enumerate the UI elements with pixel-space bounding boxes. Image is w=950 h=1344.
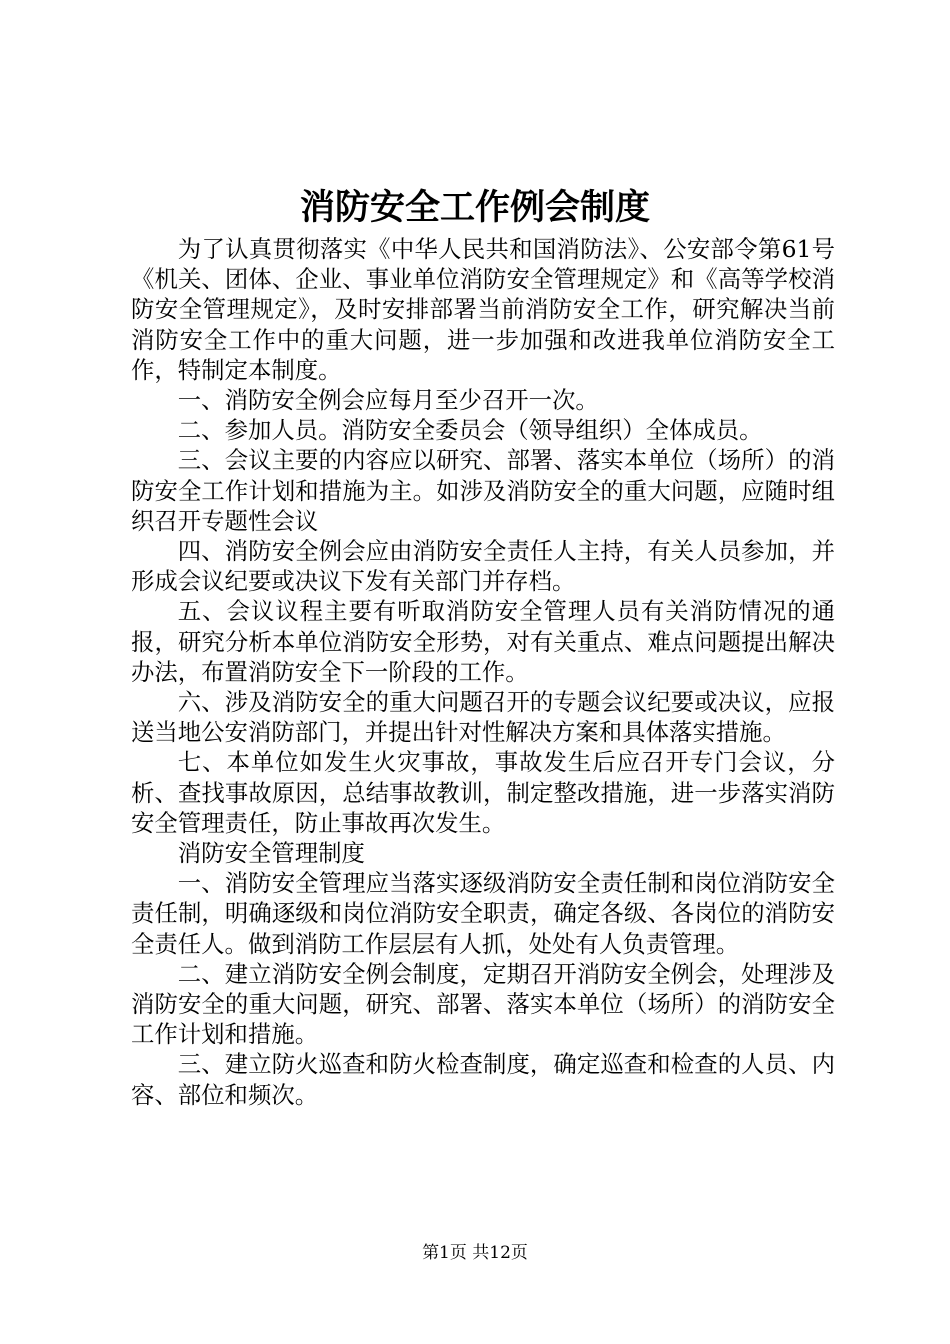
management-rule-2: 二、建立消防安全例会制度，定期召开消防安全例会，处理涉及消防安全的重大问题，研究、部署、落实本单位（场所）的消防安全工作计划和措施。 <box>131 959 835 1049</box>
management-rule-1: 一、消防安全管理应当落实逐级消防安全责任制和岗位消防安全责任制，明确逐级和岗位消防安全职责，确定各级、各岗位的消防安全责任人。做到消防工作层层有人抓，处处有人负责管理。 <box>131 869 835 958</box>
meeting-rule-4: 四、消防安全例会应由消防安全责任人主持，有关人员参加，并形成会议纪要或决议下发有关部门并存档。 <box>131 537 835 596</box>
document-title: 消防安全工作例会制度 <box>299 187 650 228</box>
intro-paragraph: 为了认真贯彻落实《中华人民共和国消防法》、公安部令第61号《机关、团体、企业、事业单位消防安全管理规定》和《高等学校消防安全管理规定》，及时安排部署当前消防安全工作，研究解决当前消防安全工作中的重大问题，进一步加强和改进我单位消防安全工作，特制定本制度。 <box>131 235 835 384</box>
meeting-rule-1: 一、消防安全例会应每月至少召开一次。 <box>177 386 599 415</box>
meeting-rule-2: 二、参加人员。消防安全委员会（领导组织）全体成员。 <box>177 416 763 445</box>
meeting-rule-3: 三、会议主要的内容应以研究、部署、落实本单位（场所）的消防安全工作计划和措施为主。如涉及消防安全的重大问题，应随时组织召开专题性会议 <box>131 446 835 535</box>
meeting-rule-5: 五、会议议程主要有听取消防安全管理人员有关消防情况的通报，研究分析本单位消防安全形势，对有关重点、难点问题提出解决办法，布置消防安全下一阶段的工作。 <box>131 597 835 686</box>
document-body <box>131 234 835 1110</box>
meeting-rule-6: 六、涉及消防安全的重大问题召开的专题会议纪要或决议，应报送当地公安消防部门，并提出针对性解决方案和具体落实措施。 <box>131 688 835 747</box>
section-heading: 消防安全管理制度 <box>177 839 365 868</box>
management-rule-3: 三、建立防火巡查和防火检查制度，确定巡查和检查的人员、内容、部位和频次。 <box>131 1050 835 1109</box>
page-number-footer: 第1页 共12页 <box>422 1243 528 1263</box>
meeting-rule-7: 七、本单位如发生火灾事故，事故发生后应召开专门会议，分析、查找事故原因，总结事故教训，制定整改措施，进一步落实消防安全管理责任，防止事故再次发生。 <box>131 748 835 837</box>
